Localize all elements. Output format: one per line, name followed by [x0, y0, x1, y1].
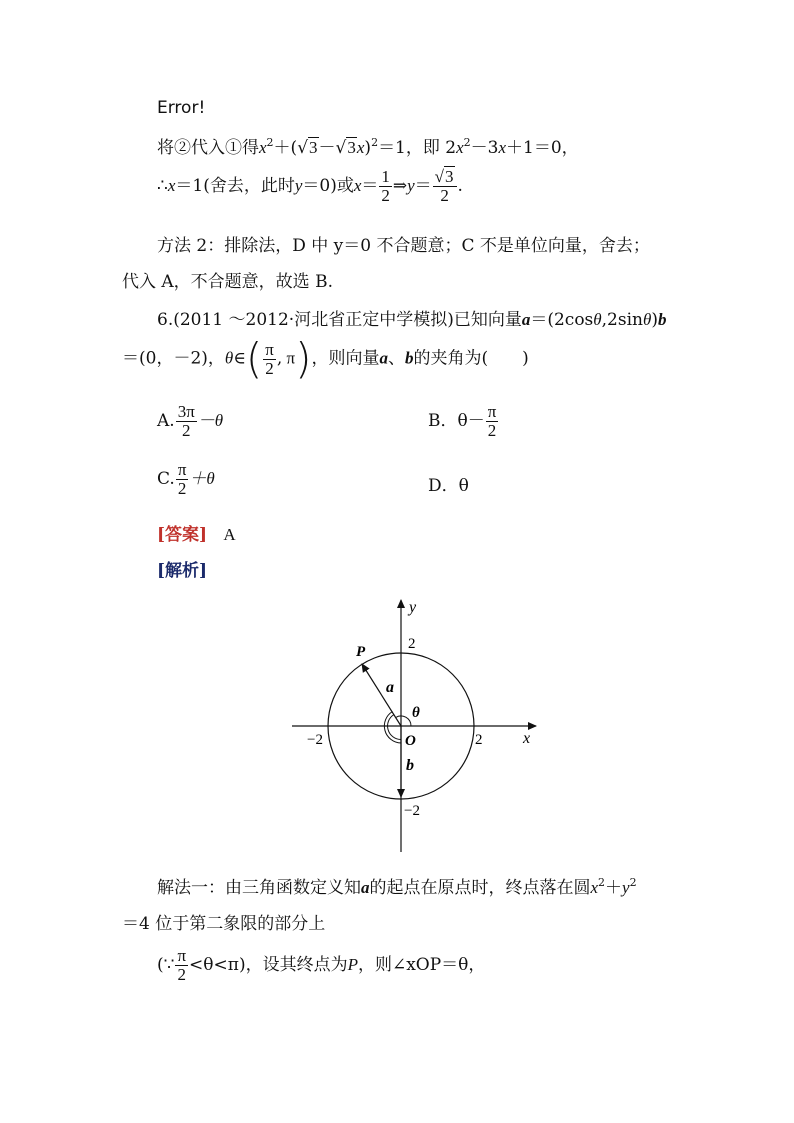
label-y: y: [409, 599, 417, 616]
tick-x-2: 2: [475, 732, 483, 748]
option-b: B．θ－ $\frac{\pi}{2}$: [428, 402, 497, 440]
problem-line-2: ＝(0，－2)，θ∈( $\frac{\pi}{2}$ , π)，则向量a、b的夹角为( ): [122, 334, 529, 383]
answer-line: [答案] A: [157, 525, 236, 545]
vector-a: [362, 664, 401, 726]
solution1-line-2: ＝4 位于第二象限的部分上: [122, 914, 326, 934]
coordinate-diagram: [280, 590, 550, 860]
analysis-label: [解析]: [157, 561, 208, 581]
solution-line-1: 将②代入①得$x^2+(√3-√3x)^2=1$，即 $2x^2-3x+1=0$，: [157, 136, 579, 158]
label-theta: θ: [412, 705, 420, 721]
label-origin: O: [405, 733, 416, 749]
tick-y-2: 2: [408, 636, 416, 652]
error-text: Error!: [157, 98, 206, 118]
method2-line-2: 代入 A，不合题意，故选 B.: [122, 272, 333, 292]
solution1-line-1: 解法一：由三角函数定义知a的起点在原点时，终点落在圆$x^2+y^2$: [157, 876, 637, 898]
tick-x-neg2: −2: [307, 732, 323, 748]
problem-stem: 6.(2011 ～2012·河北省正定中学模拟)已知向量a＝(2cosθ,2sinθ)b: [157, 310, 667, 330]
label-b: b: [406, 757, 414, 774]
method2-line-1: 方法 2：排除法，D 中 y＝0 不合题意；C 不是单位向量，舍去；: [157, 236, 650, 256]
label-p: P: [356, 644, 366, 660]
solution-line-2: ∴x＝1(舍去，此时y＝0)或x＝ $\frac{1}{2}$ ⇒y＝ $\frac{√3}{2}$ .: [157, 167, 463, 205]
option-a: A. $\frac{3\pi}{2}$ －θ: [157, 402, 224, 440]
option-d: D．θ: [428, 476, 469, 496]
label-a: a: [386, 679, 394, 696]
solution1-line-3: (∵ $\frac{\pi}{2}$ <θ<π)，设其终点为P，则∠xOP＝θ，: [157, 946, 486, 984]
option-c: C. $\frac{\pi}{2}$ ＋θ: [157, 460, 215, 498]
angle-ab-arc-1: [388, 715, 401, 740]
tick-y-neg2: −2: [404, 803, 420, 819]
label-x: x: [523, 730, 531, 747]
